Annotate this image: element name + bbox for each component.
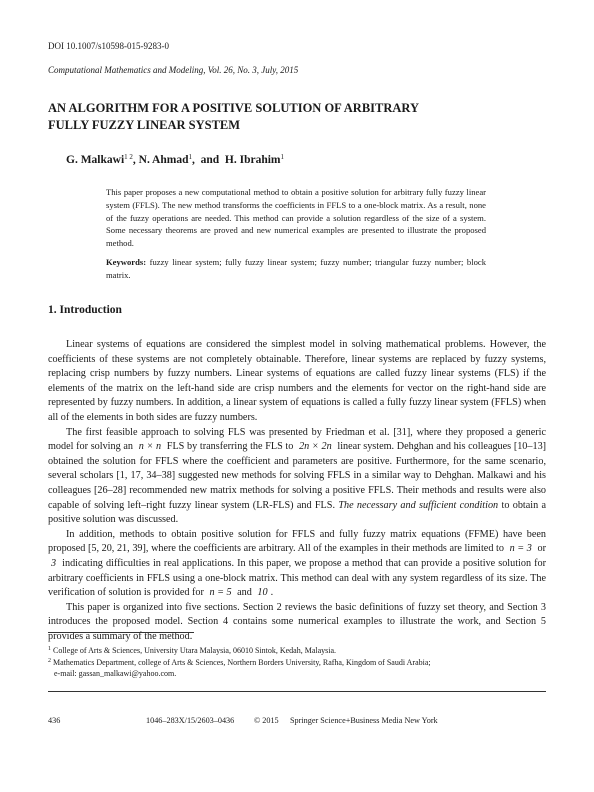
math-inline: 10 [257,587,268,599]
math-inline: n = 5 [209,587,232,599]
author-name: G. Malkawi [66,154,125,166]
email-text: e-mail: gassan_malkawi@yahoo.com. [54,669,177,678]
issn-code: 1046–283X/15/2603–0436 [146,716,235,725]
math-inline: n × n [138,441,162,453]
footnote-email [48,668,546,679]
math-inline: 2n × 2n [299,441,332,453]
affiliation-mark: 1 2 [124,153,133,161]
title-line-1: AN ALGORITHM FOR A POSITIVE SOLUTION OF ARBITRARY [48,101,420,115]
text-run: or [537,543,547,555]
publisher: Springer Science+Business Media New York [290,716,438,725]
paragraph [48,426,546,528]
keywords-label: Keywords: [106,257,147,267]
text-run: and [237,587,252,599]
doi-line: DOI 10.1007/s10598-015-9283-0 [48,41,169,51]
author-separator: , [132,154,139,166]
footnote-1 [48,644,546,656]
paragraph: Linear systems of equations are considered the simplest model in solving mathematical problems. However, the coefficients of these systems are not completely obtainable. Therefore, linear systems are replaced by fuzzy systems, replacing crisp numbers by fuzzy numbers. Linear systems of equations are called fuzzy linear systems (FLS) if the elements of the matrix on the left-hand side are crisp numbers and the elements for vector on the right-hand side are represented by fuzzy numbers. In addition, a linear system of equations is called a fully fuzzy linear system (FFLS) when all of the elements in both sides are fuzzy numbers. [48,339,546,423]
text-run: linear system. Dehghan and his colleagues [10–13] obtained the solution for FFLS where the coefficient and parameters are positive. Furthermore, for the same scenario, several scholars [1, 17, 34–38] suggested new methods for solving FFLS in a similar way to Dehghan. Malkawi and his colleagues [26–28] recommended new matrix methods for solving a positive FFLS. Their methods and results were also capable of solving left–right fuzzy linear system (LR-FLS) and FLS. [48,441,547,511]
author-separator: , and [192,154,225,166]
math-inline: n = 3 [509,543,532,555]
paper-title [48,100,528,134]
paragraph [48,528,546,601]
text-run: to obtain a positive solution was discussed. [48,499,547,526]
text-run: The first feasible approach to solving FLS was presented by Friedman et al. [31], where they proposed a generic model for solving an [48,426,546,453]
author-name: H. Ibrahim [224,154,281,166]
italic-phrase: The necessary and sufficient condition [338,499,499,511]
author-list [66,153,284,166]
affiliation-mark: 1 [280,153,285,161]
section-heading: 1. Introduction [48,304,122,316]
keywords [106,256,486,282]
footnote-text: College of Arts & Sciences, University Utara Malaysia, 06010 Sintok, Kedah, Malaysia. [53,646,337,655]
footer-rule [48,691,546,692]
body-text [48,338,546,644]
page-number: 436 [48,716,61,725]
footnote-text: Mathematics Department, college of Arts & Sciences, Northern Borders University, Rafha, Kingdom of Saudi Arabia; [53,658,431,667]
copyright: © 2015 [254,716,279,725]
footnote-rule [48,632,194,633]
footnote-mark: 2 [48,658,51,664]
footnote-mark: 1 [48,646,51,652]
footnote-2 [48,656,546,668]
abstract: This paper proposes a new computational method to obtain a positive solution for arbitrary fully fuzzy linear system (FFLS). The new method transforms the coefficients in FFLS to a one-block matrix. As a result, none of the fuzzy operations are needed. This method can provide a solution regardless of the size of a system. Some necessary theorems are proved and new numerical examples are presented to illustrate the proposed method. [106,187,486,249]
text-run: indicating difficulties in real applications. In this paper, we propose a method that can provide a positive solution for arbitrary coefficients in FFLS using a one-block matrix. This method can deal with any system regardless of its size. The verification of solution is provided for [48,557,547,599]
journal-citation: Computational Mathematics and Modeling, Vol. 26, No. 3, July, 2015 [48,65,299,75]
affiliation-mark: 1 [188,153,192,161]
footnotes [48,644,546,679]
text-run: FLS by transferring the FLS to [166,441,294,453]
text-run: In addition, methods to obtain positive solution for FFLS and fully fuzzy matrix equations (FFME) have been proposed [5, 20, 21, 39], where the coefficients are arbitrary. All of the examples in their methods are limited to [48,528,546,555]
author-name: N. Ahmad [138,154,189,166]
keywords-text: fuzzy linear system; fully fuzzy linear system; fuzzy number; triangular fuzzy number; block matrix. [106,257,486,280]
paragraph: This paper is organized into five sections. Section 2 reviews the basic definitions of fuzzy set theory, and Section 3 introduces the proposed model. Section 4 contains some numerical examples to illustrate the work, and Section 5 provides a summary of the method. [48,601,546,642]
title-line-2: FULLY FUZZY LINEAR SYSTEM [48,118,241,132]
math-inline: 3 [51,557,57,569]
text-run: . [270,587,274,599]
